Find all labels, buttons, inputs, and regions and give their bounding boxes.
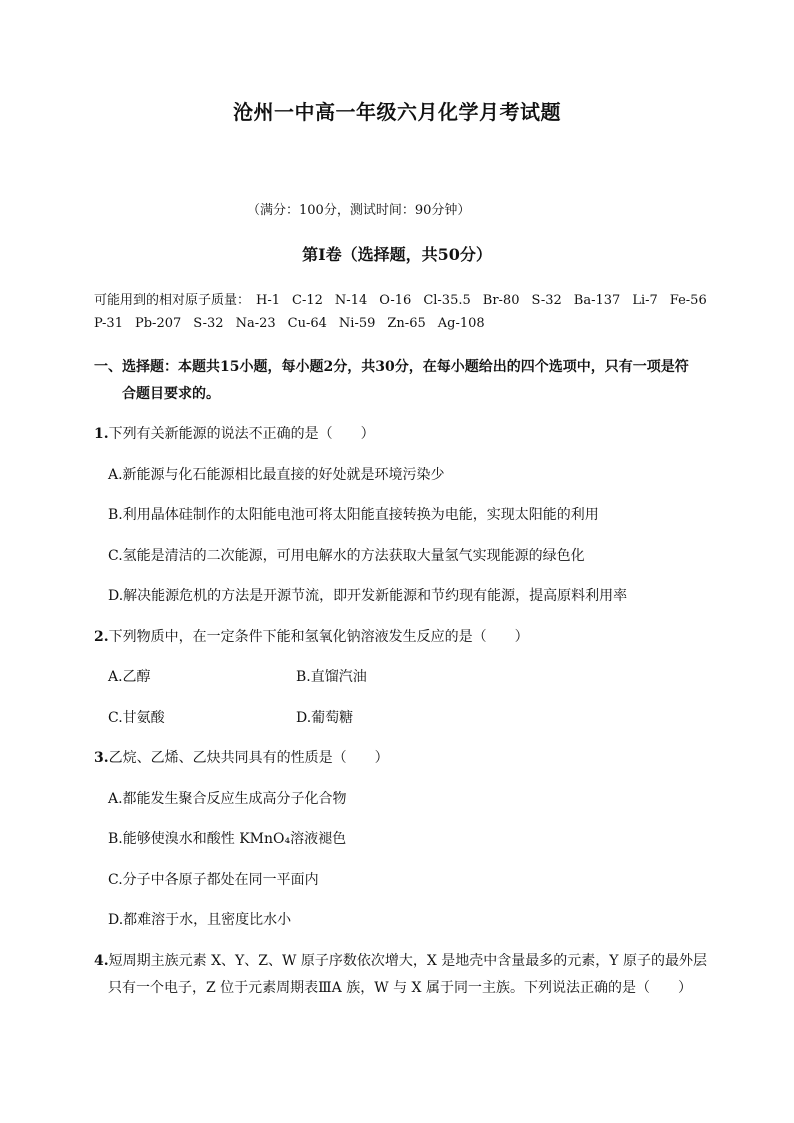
question-text: 下列物质中，在一定条件下能和氢氧化钠溶液发生反应的是（ ）: [108, 629, 529, 645]
atomic-masses-line-1: [94, 289, 714, 308]
atomic-mass: Ni-59: [338, 316, 376, 331]
question-2-option-b: B.直馏汽油: [296, 669, 367, 685]
question-number: 1.: [94, 426, 109, 442]
atomic-mass: S-32: [193, 316, 224, 331]
question-2-option-c: C.甘氨酸: [108, 710, 165, 726]
question-3-option-d: D.都难溶于水，且密度比水小: [108, 912, 292, 928]
atomic-mass: H-1: [256, 293, 281, 308]
atomic-mass: O-16: [379, 293, 412, 308]
question-1-option-c: C.氢能是清洁的二次能源，可用电解水的方法获取大量氢气实现能源的绿色化: [108, 548, 585, 564]
question-2-option-d: D.葡萄糖: [296, 710, 354, 726]
atomic-mass: P-31: [94, 316, 123, 331]
section-instructions: [94, 354, 714, 408]
question-2-option-a: A.乙醇: [108, 669, 151, 685]
question-number: 3.: [94, 750, 109, 766]
atomic-mass: Na-23: [235, 316, 276, 331]
question-text: 短周期主族元素 X、Y、Z、W 原子序数依次增大，X 是地壳中含量最多的元素，Y 原子的最外层: [108, 953, 707, 969]
atomic-mass: Cu-64: [287, 316, 327, 331]
atomic-mass: Zn-65: [387, 316, 426, 331]
question-3-option-b: B.能够使溴水和酸性 KMnO₄溶液褪色: [108, 831, 347, 847]
instructions-line-2: 合题目要求的。: [122, 386, 220, 402]
question-text: 乙烷、乙烯、乙炔共同具有的性质是（ ）: [108, 750, 389, 766]
question-number: 2.: [94, 629, 109, 645]
question-1-option-a: A.新能源与化石能源相比最直接的好处就是环境污染少: [108, 467, 445, 483]
atomic-mass: Cl-35.5: [423, 293, 471, 308]
atomic-mass: Li-7: [632, 293, 658, 308]
question-4-stem: [94, 950, 707, 970]
atomic-mass: S-32: [531, 293, 562, 308]
question-3-option-c: C.分子中各原子都处在同一平面内: [108, 872, 319, 888]
atomic-mass: Br-80: [482, 293, 520, 308]
atomic-mass: Ag-108: [437, 316, 485, 331]
exam-title: 沧州一中高一年级六月化学月考试题: [233, 100, 561, 124]
question-1-option-d: D.解决能源危机的方法是开源节流，即开发新能源和节约现有能源，提高原料利用率: [108, 588, 628, 604]
instructions-line-1: 一、选择题：本题共15小题，每小题2分，共30分，在每小题给出的四个选项中，只有一项是符: [94, 359, 689, 375]
atomic-mass: Ba-137: [573, 293, 621, 308]
section-title: 第Ⅰ卷（选择题，共50分）: [302, 245, 492, 264]
atomic-mass: Fe-56: [669, 293, 707, 308]
atomic-masses-label: 可能用到的相对原子质量：: [94, 293, 251, 308]
question-4-stem-continued: 只有一个电子，Z 位于元素周期表ⅢA 族，W 与 X 属于同一主族。下列说法正确的是（ ）: [108, 980, 692, 996]
atomic-mass: N-14: [334, 293, 368, 308]
question-1-stem: [94, 423, 375, 443]
question-1-option-b: B.利用晶体硅制作的太阳能电池可将太阳能直接转换为电能，实现太阳能的利用: [108, 507, 599, 523]
atomic-mass: Pb-207: [134, 316, 182, 331]
question-text: 下列有关新能源的说法不正确的是（ ）: [108, 426, 375, 442]
question-2-stem: [94, 626, 529, 646]
atomic-masses-line-2: [94, 316, 714, 331]
question-3-option-a: A.都能发生聚合反应生成高分子化合物: [108, 791, 347, 807]
exam-meta: （满分：100分，测试时间：90分钟）: [247, 203, 471, 218]
question-3-stem: [94, 747, 389, 767]
atomic-mass: C-12: [292, 293, 323, 308]
question-number: 4.: [94, 953, 109, 969]
